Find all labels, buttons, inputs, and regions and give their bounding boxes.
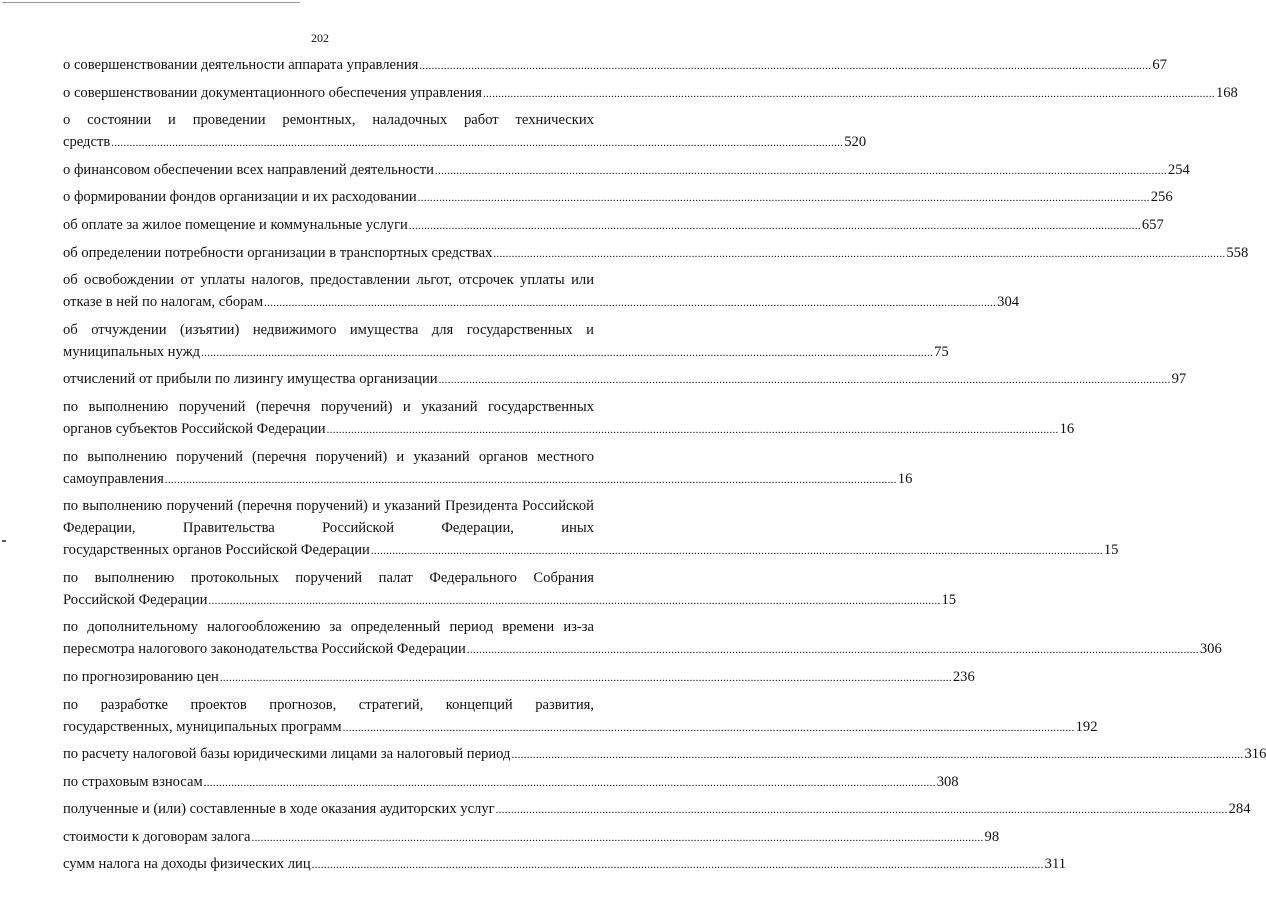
index-entry [63,109,867,154]
entry-text: по страховым взносам [63,773,203,790]
entry-text: пересмотра налогового законодательства Российской Федерации [63,641,466,658]
page-reference: 311 [1044,856,1067,873]
entry-text: средств [63,134,111,151]
entry-final-line [63,638,1222,661]
index-entry [63,743,1266,766]
entry-text: о совершенствовании документационного обеспечения управления [63,84,482,101]
dot-leader: ................................................................................................................................................................................................................................................ [111,137,844,150]
scan-top-rule [2,2,300,3]
entry-text: государственных органов Российской Федерации [63,542,370,559]
page-reference: 256 [1150,189,1173,206]
entry-text: полученные и (или) составленные в ходе оказания аудиторских услуг [63,801,495,818]
entry-final-line [63,186,1173,209]
entry-text: о формировании фондов организации и их расходовании [63,189,417,206]
index-entry [63,495,1119,562]
entry-final-line [63,771,959,794]
index-entry [63,82,1238,105]
index-entry [63,368,1187,391]
entry-text: по прогнозированию цен [63,668,219,685]
index-entry [63,242,1249,265]
entry-text: об освобождении от уплаты налогов, предоставлении льгот, отсрочек уплаты или [63,272,594,289]
dot-leader: ................................................................................................................................................................................................................................................ [251,831,984,844]
page-reference: 75 [934,343,949,360]
entry-final-line [63,368,1187,391]
dot-leader: ................................................................................................................................................................................................................................................ [493,247,1226,260]
dot-leader: ................................................................................................................................................................................................................................................ [342,721,1075,734]
index-entry [63,694,1098,739]
entry-text: по выполнению поручений (перечня поручений) и указаний государственных [63,398,594,415]
dot-leader: ................................................................................................................................................................................................................................................ [219,671,952,684]
entry-final-line [63,159,1190,182]
page-reference: 657 [1141,216,1164,233]
dot-leader: ................................................................................................................................................................................................................................................ [482,87,1215,100]
index-entry [63,269,1020,314]
entry-final-line [63,826,1000,849]
entry-final-line [63,242,1249,265]
index-entry [63,446,913,491]
dot-leader: ................................................................................................................................................................................................................................................ [466,644,1199,657]
scan-margin-mark [2,540,6,542]
entry-text: об отчуждении (изъятии) недвижимого имущества для государственных и [63,321,594,338]
entry-final-line [63,214,1164,237]
entry-final-line [63,798,1251,821]
page-reference: 98 [984,828,1000,845]
page-reference: 306 [1199,641,1222,658]
page-reference: 316 [1244,746,1266,763]
dot-leader: ................................................................................................................................................................................................................................................ [203,776,936,789]
index-entry [63,214,1164,237]
page-reference: 308 [936,773,959,790]
entry-final-line [63,54,1167,77]
dot-leader: ................................................................................................................................................................................................................................................ [438,374,1171,387]
entry-text: Российской Федерации [63,591,208,608]
index-entry [63,567,957,612]
entry-text: о совершенствовании деятельности аппарата управления [63,57,419,73]
dot-leader: ................................................................................................................................................................................................................................................ [417,192,1150,205]
index-entry [63,54,1167,77]
index-entry [63,186,1173,209]
dot-leader: ................................................................................................................................................................................................................................................ [208,594,941,607]
dot-leader: ................................................................................................................................................................................................................................................ [370,545,1103,558]
page-reference: 67 [1152,57,1167,73]
entry-final-line [63,291,1020,314]
page-reference: 284 [1228,801,1251,818]
entry-final-line [63,589,957,612]
page-reference: 97 [1171,371,1187,388]
entry-final-line [63,853,1067,876]
dot-leader: ................................................................................................................................................................................................................................................ [419,60,1152,72]
entry-text: по разработке проектов прогнозов, стратегий, концепций развития, [63,696,594,713]
page-reference: 558 [1226,244,1249,261]
entry-text: отчислений от прибыли по лизингу имущества организации [63,371,438,388]
page-reference: 16 [897,470,913,487]
dot-leader: ................................................................................................................................................................................................................................................ [264,297,997,310]
index-entry [63,826,1000,849]
entry-text: об определении потребности организации в транспортных средствах [63,244,493,261]
entry-text: по выполнению поручений (перечня поручений) и указаний органов местного [63,448,594,465]
index-entry [63,771,959,794]
entry-text: по расчету налоговой базы юридическими лицами за налоговый период [63,746,511,763]
page-number: 202 [311,31,329,45]
entry-text: о состоянии и проведении ремонтных, наладочных работ технических [63,112,594,129]
index-entry [63,666,975,689]
entry-text: муниципальных нужд [63,343,201,360]
page-reference: 15 [941,591,957,608]
entry-final-line [63,539,1119,562]
entry-final-line [63,716,1098,739]
entry-text: по выполнению протокольных поручений палат Федерального Собрания [63,569,594,586]
entry-text: органов субъектов Российской Федерации [63,420,326,437]
entry-text: отказе в ней по налогам, сборам [63,294,264,311]
page-reference: 168 [1215,84,1238,101]
entry-text: о финансовом обеспечении всех направлений деятельности [63,161,434,178]
entry-text: по дополнительному налогообложению за определенный период времени из-за [63,619,594,636]
entry-final-line [63,666,975,689]
entry-final-line [63,743,1266,766]
page-reference: 192 [1075,718,1098,735]
dot-leader: ................................................................................................................................................................................................................................................ [326,423,1059,436]
entry-final-line [63,131,867,154]
entry-text: об оплате за жилое помещение и коммунальные услуги [63,216,408,233]
page-reference: 304 [997,294,1020,311]
entry-text: стоимости к договорам залога [63,828,251,845]
entry-final-line [63,468,913,491]
entry-text: по выполнению поручений (перечня поручений) и указаний Президента Российской Федерации, Правительства Российской Федерации, иных [63,498,594,537]
page-reference: 16 [1059,420,1075,437]
entry-final-line [63,341,949,364]
index-entry [63,319,949,364]
index-entry [63,159,1190,182]
entry-text: государственных, муниципальных программ [63,718,342,735]
page-reference: 236 [952,668,975,685]
index-entry [63,616,1222,661]
entry-final-line [63,418,1075,441]
index-entry [63,396,1075,441]
index-entry [63,798,1251,821]
page-reference: 15 [1103,542,1119,559]
dot-leader: ................................................................................................................................................................................................................................................ [201,346,934,359]
dot-leader: ................................................................................................................................................................................................................................................ [311,859,1044,872]
dot-leader: ................................................................................................................................................................................................................................................ [408,219,1141,232]
dot-leader: ................................................................................................................................................................................................................................................ [164,473,897,486]
entry-text: самоуправления [63,470,164,487]
entry-final-line [63,82,1238,105]
page-reference: 254 [1167,161,1190,178]
entry-text: сумм налога на доходы физических лиц [63,856,311,873]
dot-leader: ................................................................................................................................................................................................................................................ [434,164,1167,177]
page-reference: 520 [844,134,867,151]
dot-leader: ................................................................................................................................................................................................................................................ [511,749,1244,762]
index-entry [63,853,1067,876]
index-list [63,54,1266,876]
dot-leader: ................................................................................................................................................................................................................................................ [495,804,1228,817]
